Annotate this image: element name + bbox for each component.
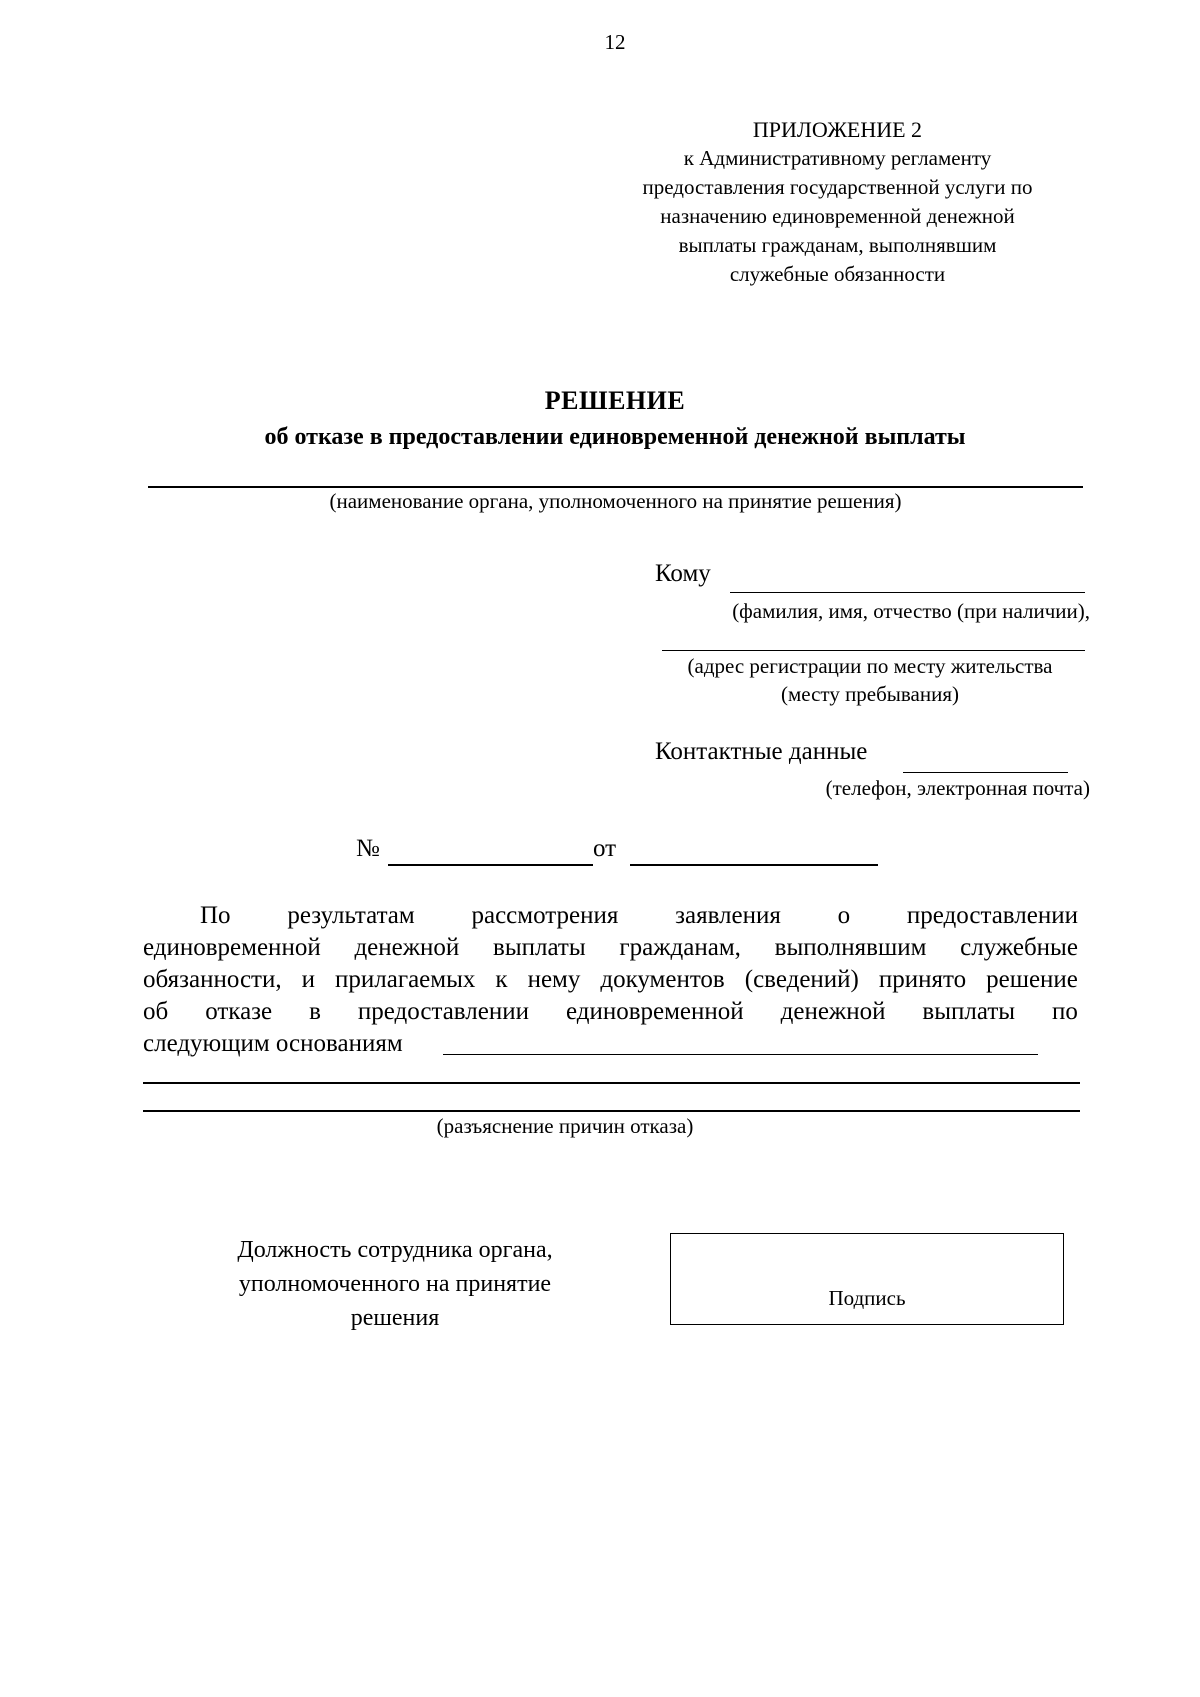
body-word: рассмотрения	[471, 902, 619, 929]
address-caption-1: (адрес регистрации по месту жительства	[687, 654, 1053, 678]
document-subtitle: об отказе в предоставлении единовременной денежной выплаты	[264, 424, 966, 450]
body-word: документов	[600, 966, 725, 993]
body-word: нему	[527, 966, 581, 993]
body-word: денежной	[780, 998, 886, 1025]
appendix-line: выплаты гражданам, выполнявшим	[678, 233, 997, 257]
body-word: решение	[986, 966, 1078, 993]
page-number: 12	[604, 30, 626, 54]
body-word: выполнявшим	[774, 934, 927, 961]
body-word: выплаты	[493, 934, 586, 961]
appendix-title: ПРИЛОЖЕНИЕ 2	[752, 117, 923, 142]
body-word: отказе	[205, 998, 273, 1025]
appendix-header	[600, 115, 1075, 289]
name-caption: (фамилия, имя, отчество (при наличии),	[732, 599, 1090, 623]
employee-position	[200, 1233, 590, 1335]
body-word: предоставлении	[906, 902, 1078, 929]
body-word: гражданам,	[619, 934, 741, 961]
body-word: прилагаемых	[335, 966, 476, 993]
authority-caption: (наименование органа, уполномоченного на принятие решения)	[329, 489, 902, 513]
contacts-line	[903, 772, 1068, 773]
from-label: от	[593, 835, 617, 862]
number-sign: №	[356, 835, 380, 862]
appendix-line: служебные обязанности	[729, 262, 946, 286]
body-word: предоставлении	[357, 998, 529, 1025]
appendix-line: к Административному регламенту	[683, 146, 992, 170]
body-word: выплаты	[922, 998, 1016, 1025]
reasons-line-1	[143, 1082, 1080, 1084]
body-word: (сведений)	[744, 966, 859, 993]
position-line: уполномоченного на принятие	[238, 1271, 552, 1297]
contacts-label: Контактные данные	[655, 738, 868, 765]
address-caption-2: (месту пребывания)	[780, 682, 960, 706]
body-word: обязанности,	[143, 966, 282, 993]
body-line-3	[143, 964, 1078, 996]
position-line: Должность сотрудника органа,	[237, 1237, 553, 1263]
body-word: единовременной	[143, 934, 321, 961]
body-word: и	[301, 966, 315, 993]
recipient-name-line	[730, 592, 1085, 593]
grounds-line	[443, 1054, 1038, 1055]
body-word: единовременной	[565, 998, 744, 1025]
body-word: в	[309, 998, 321, 1025]
body-word: к	[495, 966, 508, 993]
signature-label: Подпись	[828, 1286, 906, 1310]
body-word: об	[143, 998, 169, 1025]
reasons-line-2	[143, 1110, 1080, 1112]
position-line: решения	[350, 1305, 440, 1331]
to-label: Кому	[655, 560, 711, 587]
grounds-label: следующим основаниям	[143, 1030, 403, 1057]
body-word: принято	[878, 966, 967, 993]
appendix-line: назначению единовременной денежной	[660, 204, 1015, 228]
document-title: РЕШЕНИЕ	[544, 386, 686, 415]
body-line-4	[143, 996, 1078, 1028]
body-line-5	[143, 1028, 1078, 1060]
reasons-caption: (разъяснение причин отказа)	[436, 1114, 694, 1138]
body-word: заявления	[675, 902, 781, 929]
address-line	[662, 650, 1085, 651]
appendix-line: предоставления государственной услуги по	[642, 175, 1033, 199]
body-word: о	[837, 902, 851, 929]
decision-number-line	[388, 864, 593, 866]
decision-date-line	[630, 864, 878, 866]
body-word: По	[200, 902, 231, 929]
authority-name-line	[148, 486, 1083, 488]
contacts-caption: (телефон, электронная почта)	[825, 776, 1090, 800]
body-line-1	[143, 900, 1078, 932]
body-word: денежной	[354, 934, 460, 961]
body-word: результатам	[287, 902, 415, 929]
body-word: служебные	[960, 934, 1078, 961]
body-line-2	[143, 932, 1078, 964]
signature-box	[670, 1233, 1064, 1325]
body-word: по	[1052, 998, 1078, 1025]
